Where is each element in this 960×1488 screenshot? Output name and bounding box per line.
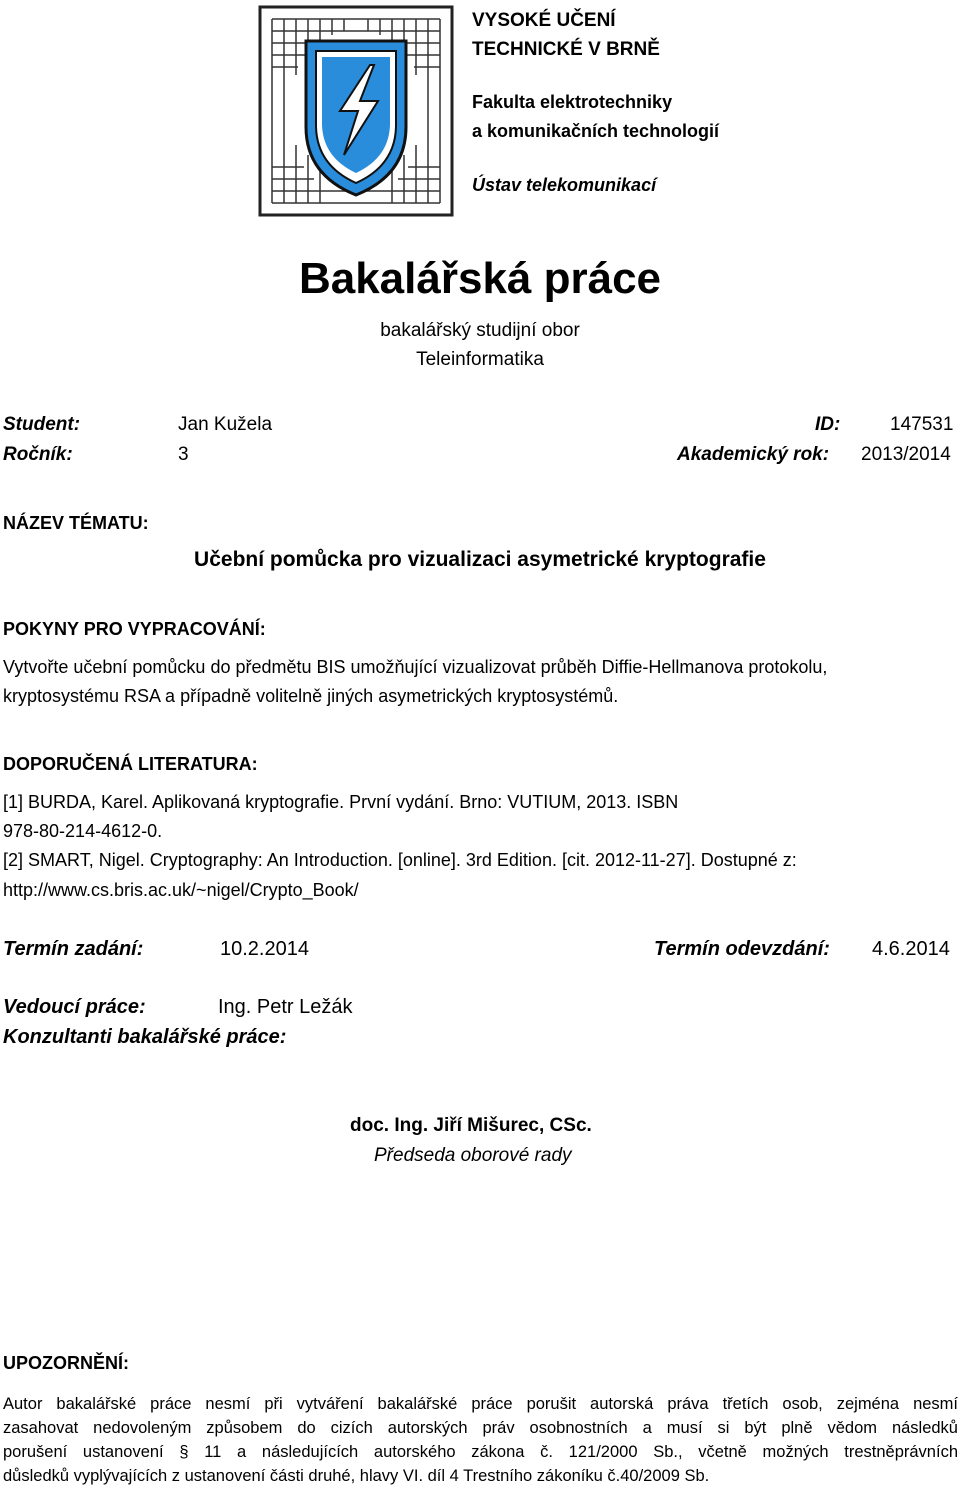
supervisor-name: Ing. Petr Ležák: [218, 996, 353, 1018]
academic-year-label: Akademický rok:: [677, 444, 830, 465]
vut-lightning-shield-icon: [258, 5, 454, 217]
faculty-name-line1: Fakulta elektrotechniky: [472, 92, 673, 112]
academic-year-value: 2013/2014: [861, 444, 951, 465]
topic-label: NÁZEV TÉMATU:: [3, 513, 149, 533]
due-date-value: 4.6.2014: [872, 938, 950, 960]
consultants-label: Konzultanti bakalářské práce:: [3, 1026, 287, 1048]
warning-label: UPOZORNĚNÍ:: [3, 1353, 129, 1373]
topic-name: Učební pomůcka pro vizualizaci asymetrické kryptografie: [194, 548, 766, 571]
assigned-date-value: 10.2.2014: [220, 938, 309, 960]
instructions-line1: Vytvořte učební pomůcku do předmětu BIS umožňující vizualizovat průběh Diffie-Hellmanova protokolu,: [3, 657, 828, 677]
study-field: Teleinformatika: [416, 349, 544, 370]
chair-role: Předseda oborové rady: [374, 1145, 572, 1166]
student-label: Student:: [3, 414, 81, 435]
year-value: 3: [178, 444, 189, 465]
assigned-date-label: Termín zadání:: [3, 938, 144, 960]
vut-logo: [258, 5, 454, 217]
warning-line: Autor bakalářské práce nesmí při vytváření bakalářské práce porušit autorská práva třetích osob, zejména nesmí: [3, 1395, 958, 1413]
warning-line: důsledků vyplývajících z ustanovení části druhé, hlavy VI. díl 4 Trestního zákoníku č.40/2009 Sb.: [3, 1467, 710, 1485]
literature-line: [2] SMART, Nigel. Cryptography: An Introduction. [online]. 3rd Edition. [cit. 2012-11-27]. Dostupné z:: [3, 850, 797, 870]
due-date-label: Termín odevzdání:: [654, 938, 830, 960]
id-value: 147531: [890, 414, 954, 435]
warning-paragraph: [3, 1392, 958, 1488]
study-program: bakalářský studijní obor: [380, 320, 580, 341]
literature-line: http://www.cs.bris.ac.uk/~nigel/Crypto_Book/: [3, 880, 359, 900]
warning-line: porušení ustanovení § 11 a následujících autorského zákona č. 121/2000 Sb., včetně možných trestněprávních: [3, 1443, 958, 1461]
document-title: Bakalářská práce: [298, 254, 662, 303]
literature-line: 978-80-214-4612-0.: [3, 821, 163, 841]
year-label: Ročník:: [3, 444, 73, 465]
department-name: Ústav telekomunikací: [472, 175, 657, 195]
instructions-label: POKYNY PRO VYPRACOVÁNÍ:: [3, 619, 266, 639]
literature-line: [1] BURDA, Karel. Aplikovaná kryptografie. První vydání. Brno: VUTIUM, 2013. ISBN: [3, 792, 679, 812]
literature-label: DOPORUČENÁ LITERATURA:: [3, 754, 258, 774]
supervisor-label: Vedoucí práce:: [3, 996, 146, 1018]
warning-line: zasahovat nedovoleným způsobem do cizích autorských práv osobnostních a musí si být plně vědom následků: [3, 1419, 958, 1437]
institution-name-line2: TECHNICKÉ V BRNĚ: [472, 39, 660, 60]
instructions-line2: kryptosystému RSA a případně volitelně jiných asymetrických kryptosystémů.: [3, 686, 619, 706]
institution-name-line1: VYSOKÉ UČENÍ: [472, 10, 616, 31]
chair-name: doc. Ing. Jiří Mišurec, CSc.: [350, 1115, 592, 1136]
id-label: ID:: [815, 414, 841, 435]
faculty-name-line2: a komunikačních technologií: [472, 121, 720, 141]
student-name: Jan Kužela: [178, 414, 273, 435]
